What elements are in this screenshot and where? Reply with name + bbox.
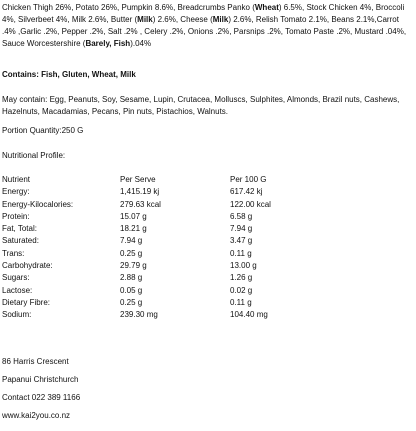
per-serve-value: 279.63 kcal (120, 199, 161, 209)
nutrient-name: Carbohydrate: (2, 261, 53, 271)
per-serve-value: 7.94 g (120, 236, 143, 246)
nutrient-name: Lactose: (2, 285, 33, 295)
per-100g-value: 0.02 g (230, 285, 253, 295)
per-serve-value: 2.88 g (120, 273, 143, 283)
nutrient-name: Energy-Kilocalories: (2, 199, 74, 209)
nutrition-row (2, 297, 310, 309)
nutrition-row (2, 223, 310, 235)
nutrition-rows (2, 186, 310, 321)
ingredient-text: ) 2.6%, Relish Tomato 2.1%, Beans 2.1%,Carrot .4% ,Garlic .2%, Pepper .2%, Salt .2% , Celery .2%, Onions .2%, Parsnips .2%, Tomato Paste .2%, Mustard .04%, Sauce Worcestershire ( (2, 15, 407, 48)
per-serve-value: 18.21 g (120, 224, 147, 234)
per-serve-value: 0.25 g (120, 297, 143, 307)
nutrition-row (2, 248, 310, 260)
ingredient-allergen: Milk (212, 15, 229, 24)
header-per-serve: Per Serve (120, 175, 156, 184)
nutrition-header-row (2, 174, 310, 186)
ingredient-allergen: Barely, Fish (85, 39, 131, 48)
per-100g-value: 1.26 g (230, 273, 253, 283)
nutrition-table (2, 174, 310, 322)
address-line-1: 86 Harris Crescent (2, 357, 69, 366)
per-serve-value: 0.25 g (120, 248, 143, 258)
nutrient-name: Fat, Total: (2, 224, 37, 234)
header-nutrient: Nutrient (2, 175, 31, 184)
per-serve-value: 239.30 mg (120, 310, 158, 320)
contact-phone: Contact 022 389 1166 (2, 393, 81, 402)
per-100g-value: 7.94 g (230, 224, 253, 234)
per-100g-value: 0.11 g (230, 248, 252, 258)
per-serve-value: 15.07 g (120, 211, 147, 221)
per-100g-value: 13.00 g (230, 261, 257, 271)
ingredient-text: ) 2.6%, Cheese ( (152, 15, 213, 24)
ingredient-text: ).04% (130, 39, 152, 48)
address-line-2: Papanui Christchurch (2, 375, 79, 384)
per-serve-value: 29.79 g (120, 261, 147, 271)
per-100g-value: 6.58 g (230, 211, 253, 221)
nutrient-name: Sodium: (2, 310, 32, 320)
contains-allergens: Contains: Fish, Gluten, Wheat, Milk (2, 70, 136, 79)
nutrient-name: Sugars: (2, 273, 30, 283)
ingredient-text: Chicken Thigh 26%, Potato 26%, Pumpkin 8.6%, Breadcrumbs Panko ( (2, 3, 255, 12)
nutritional-profile-label: Nutritional Profile: (2, 151, 66, 160)
per-100g-value: 122.00 kcal (230, 199, 271, 209)
per-100g-value: 3.47 g (230, 236, 253, 246)
per-100g-value: 0.11 g (230, 297, 252, 307)
nutrient-name: Dietary Fibre: (2, 297, 51, 307)
nutrition-row (2, 235, 310, 247)
website-text: www.kai2you.co.nz (2, 411, 71, 420)
may-contain-allergens: May contain: Egg, Peanuts, Soy, Sesame, Lupin, Crutacea, Molluscs, Sulphites, Almonds, Brazil nuts, Cashews, Hazelnuts, Macadamias, Pecans, Pin nuts, Pistachios, Walnuts. (2, 95, 400, 116)
nutrition-row (2, 260, 310, 272)
header-per-100g: Per 100 G (230, 175, 267, 184)
nutrient-name: Energy: (2, 187, 30, 197)
per-100g-value: 617.42 kj (230, 187, 263, 197)
ingredients-list (2, 2, 412, 50)
nutrient-name: Protein: (2, 211, 30, 221)
ingredient-allergen: Wheat (254, 3, 279, 12)
per-100g-value: 104.40 mg (230, 310, 268, 320)
nutrient-name: Trans: (2, 248, 25, 258)
nutrition-row (2, 186, 310, 198)
ingredient-text: ) 6.5%, Stock Chicken 4%, Broccoli 4%, Silverbeet 4%, Milk 2.6%, Butter ( (2, 3, 405, 24)
portion-quantity: Portion Quantity:250 G (2, 126, 84, 135)
nutrition-row (2, 272, 310, 284)
nutrition-row (2, 309, 310, 321)
nutrition-row (2, 285, 310, 297)
nutrient-name: Saturated: (2, 236, 39, 246)
per-serve-value: 0.05 g (120, 285, 143, 295)
nutrition-row (2, 199, 310, 211)
ingredient-allergen: Milk (137, 15, 153, 24)
nutrition-row (2, 211, 310, 223)
per-serve-value: 1,415.19 kj (120, 187, 160, 197)
